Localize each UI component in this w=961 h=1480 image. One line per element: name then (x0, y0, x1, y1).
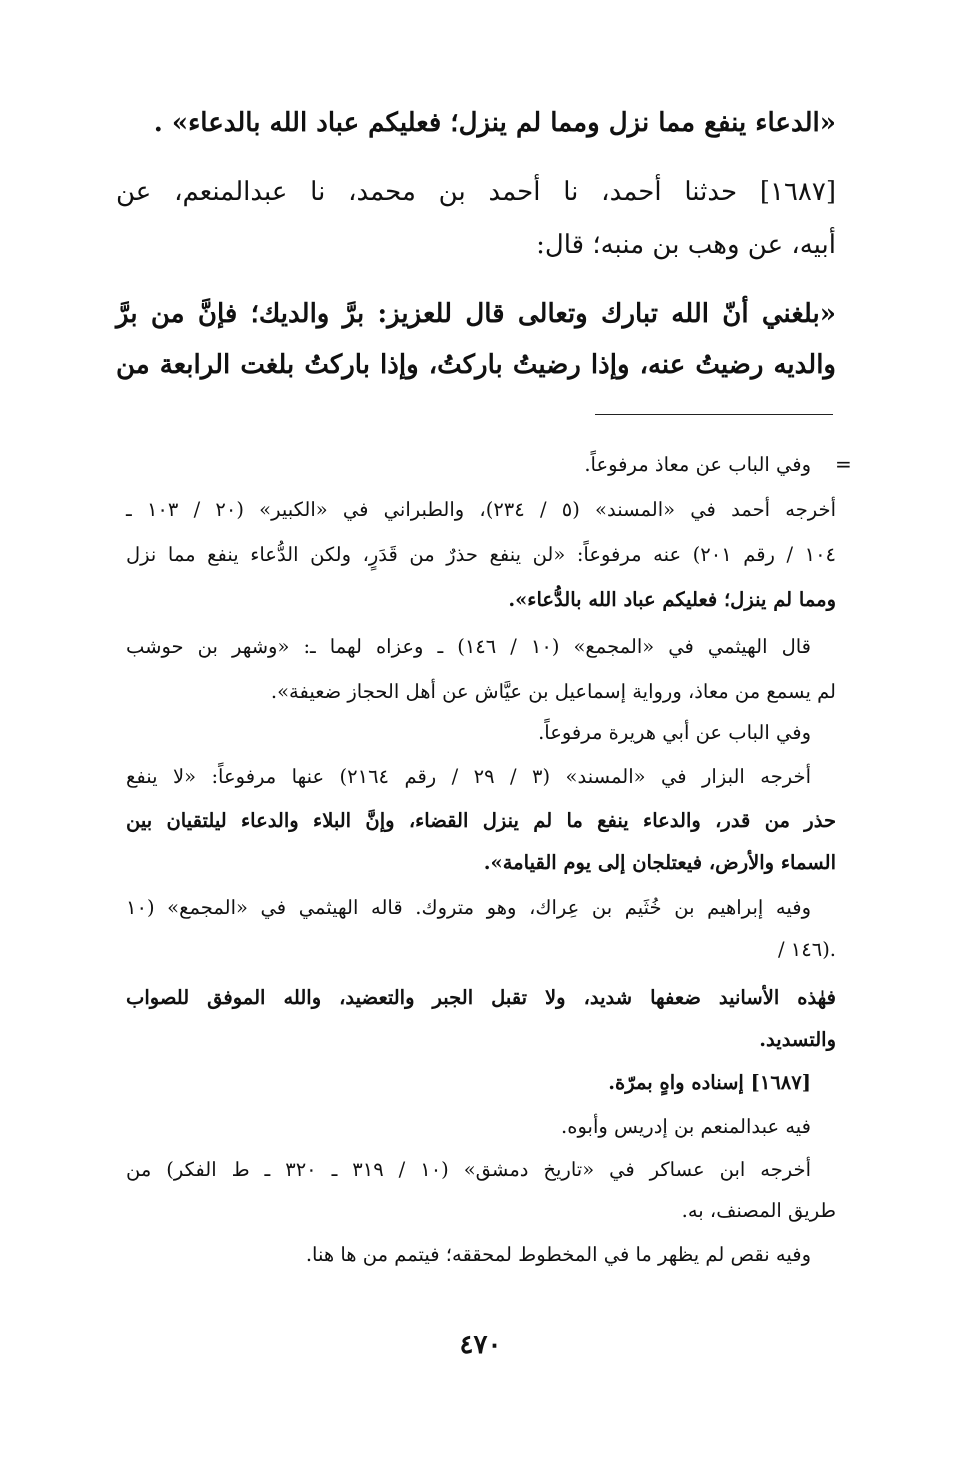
footnote-line-11: وفيه إبراهيم بن خُثَيم بن عِراك، وهو متروك. قاله الهيثمي في «المجمع» (١٠ (126, 896, 811, 919)
footnote-line-8: أخرجه البزار في «المسند» (٣ / ٢٩ / رقم ٢١٦٤) عنها مرفوعاً: «لا ينفع (126, 765, 812, 788)
footnote-line-15: [١٦٨٧] إسناده واهٍ بمرّة. (608, 1071, 811, 1094)
footnote-line-1: وفي الباب عن معاذ مرفوعاً. (584, 453, 811, 476)
footnote-line-5: قال الهيثمي في «المجمع» (١٠ / ١٤٦) ـ وعزاه لهما ـ: «وشهر بن حوشب (126, 635, 811, 658)
main-text-line-4: «بلغني أنّ الله تبارك وتعالى قال للعزيز: برَّ والديك؛ فإنَّ من برَّ (116, 299, 836, 329)
footnote-line-14: والتسديد. (759, 1028, 836, 1051)
footnote-line-9: حذر من قدر، والدعاء ينفع ما لم ينزل القضاء، وإنَّ البلاء والدعاء ليلتقيان بين (126, 809, 836, 832)
footnote-line-13: فهٰذه الأسانيد ضعفها شديد، ولا تقبل الجبر والتعضيد، والله الموفق للصواب (126, 986, 836, 1009)
footnote-continuation-marker: = (835, 452, 852, 476)
footnote-line-12: / ١٤٦). (777, 938, 836, 961)
footnote-line-19: وفيه نقص لم يظهر ما في المخطوط لمحققه؛ فيتمم من ها هنا. (305, 1243, 811, 1266)
footnote-line-3: ١٠٤ / رقم ٢٠١) عنه مرفوعاً: «لن ينفع حذرٌ من قَدَرٍ، ولكن الدُّعاء ينفع مما نزل (126, 543, 837, 566)
footnote-line-6: لم يسمع من معاذ، ورواية إسماعيل بن عيَّاش عن أهل الحجاز ضعيفة». (270, 680, 836, 703)
main-text-line-2: [١٦٨٧] حدثنا أحمد، نا أحمد بن محمد، نا عبدالمنعم، عن (116, 177, 836, 207)
footnote-line-7: وفي الباب عن أبي هريرة مرفوعاً. (538, 721, 811, 744)
main-text-line-1: «الدعاء ينفع مما نزل ومما لم ينزل؛ فعليكم عباد الله بالدعاء» . (153, 108, 836, 138)
footnote-separator (595, 414, 833, 415)
main-text-line-3: أبيه، عن وهب بن منبه؛ قال: (536, 230, 836, 260)
footnote-line-4: ومما لم ينزل؛ فعليكم عباد الله بالدُّعاء». (508, 588, 836, 611)
main-text-line-5: والديه رضيتُ عنه، وإذا رضيتُ باركتُ، وإذا باركتُ بلغت الرابعة من (116, 350, 836, 380)
footnote-line-2: أخرجه أحمد في «المسند» (٥ / ٢٣٤)، والطبراني في «الكبير» (٢٠ / ١٠٣ ـ (126, 498, 837, 521)
footnote-line-16: فيه عبدالمنعم بن إدريس وأبوه. (561, 1115, 811, 1138)
footnote-line-17: أخرجه ابن عساكر في «تاريخ دمشق» (١٠ / ٣١٩ ـ ٣٢٠ ـ ط الفكر) من (126, 1158, 811, 1181)
footnote-line-18: طريق المصنف، به. (681, 1199, 836, 1222)
page-number: ٤٧٠ (459, 1330, 502, 1360)
footnote-line-10: السماء والأرض، فيعتلجان إلى يوم القيامة». (483, 851, 836, 874)
